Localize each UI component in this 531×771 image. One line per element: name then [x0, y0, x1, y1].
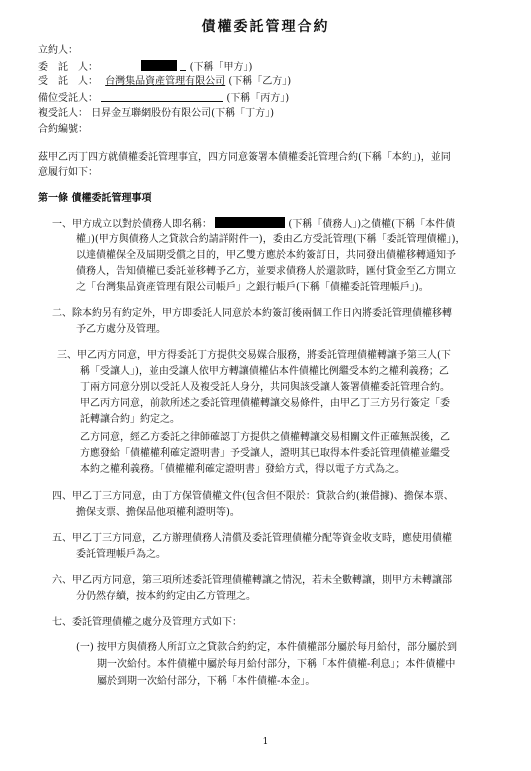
page-number: 1 [262, 737, 269, 747]
contract-number-label: 合約編號： [38, 124, 88, 135]
clause-1-line-1 [52, 217, 455, 231]
redacted-debtor-name [215, 217, 285, 228]
party-client-suffix: (下稱「甲方」) [189, 62, 253, 73]
clause-1-line-3: 以達債權保全及屆期受償之目的，甲乙雙方應於本約簽訂日，共同發出債權移轉通知予 [76, 250, 456, 261]
document-title: 債權委託管理合約 [201, 19, 330, 35]
article-1-heading: 第一條 債權委託管理事項 [38, 193, 152, 204]
clause-1-line-1-text: 一、甲方成立以對於債務人即名稱： [52, 219, 212, 230]
clause-2-line-2: 予乙方處分及管理。 [76, 324, 166, 335]
clause-3-line-5: 託轉讓合約」約定之。 [80, 414, 180, 425]
clause-1-line-4: 債務人，告知債權已委託並移轉予乙方，並要求債務人於還款時，匯付貸金至乙方開立 [76, 266, 456, 277]
parties-heading: 立約人： [38, 45, 78, 56]
party-backup-row [38, 91, 289, 105]
clause-1-line-5: 之「台灣集品資產管理有限公司帳戶」之銀行帳戶(下稱「債權委託管理帳戶」)。 [76, 282, 429, 293]
party-trustee-row [38, 75, 291, 88]
clause-3-line-8: 本約之權利義務。「債權權利確定證明書」發給方式，得以電子方式為之。 [80, 464, 405, 475]
party-trustee-name: 台灣集品資產管理有限公司 [105, 76, 226, 87]
sub-clause-1-line-3: 屬於到期一次給付部分，下稱「本件債權-本金」。 [97, 676, 316, 687]
intro-line-1: 茲甲乙丙丁四方就債權委託管理事宜，四方同意簽署本債權委託管理合約(下稱「本約」)，並同 [38, 152, 451, 163]
clause-3-line-4: 甲乙丙方同意，前款所述之委託管理債權轉讓交易條件，由甲乙丁三方另行簽定「委 [80, 398, 450, 409]
sub-clause-1-line-2: 期一次給付。本件債權中屬於每月給付部分，下稱「本件債權-利息」；本件債權中 [97, 659, 456, 670]
party-client-row [38, 60, 252, 74]
party-sub-trustee-text: 日昇金互聯網股份有限公司(下稱「丁方」) [91, 108, 274, 119]
party-backup-label: 備位受託人： [38, 93, 98, 104]
clause-3-line-3: 丁兩方同意分別以受託人及複受託人身分，共同與該受讓人簽署債權委託管理合約。 [80, 382, 450, 393]
clause-5-line-2: 委託管理帳戶為之。 [76, 549, 166, 560]
clause-7-line-1: 七、委託管理債權之處分及管理方式如下： [52, 617, 242, 628]
clause-6-line-1: 六、甲乙丙方同意，第三項所述委託管理債權轉讓之情況，若未全數轉讓，則甲方未轉讓部 [52, 575, 452, 586]
backup-blank-line [101, 91, 223, 102]
clause-3-line-6: 乙方同意，經乙方委託之律師確認丁方提供之債權轉讓交易相關文件正確無誤後，乙 [80, 432, 450, 443]
name-blank-line [180, 60, 186, 71]
clause-5-line-1: 五、甲乙丁三方同意，乙方辦理債務人清償及委託管理債權分配等資金收支時，應使用債權 [52, 533, 452, 544]
party-sub-trustee-row [38, 107, 274, 120]
clause-4-line-2: 擔保支票、擔保品他項權利證明等)。 [76, 507, 240, 518]
clause-4-line-1: 四、甲乙丁三方同意，由丁方保管債權文件(包含但不限於：貸款合約(兼借據)、擔保本票、 [52, 491, 454, 502]
clause-3-line-7: 方應發給「債權權利確定證明書」予受讓人，證明其已取得本件委託管理債權並繼受 [80, 448, 450, 459]
party-trustee-label: 受 託 人： [38, 76, 98, 87]
redacted-name [141, 60, 177, 71]
party-backup-suffix: (下稱「丙方」) [226, 93, 290, 104]
clause-1-line-1-text-tail: (下稱「債務人」)之債權(下稱「本件債 [288, 219, 456, 230]
clause-3-line-1: 三、甲乙丙方同意，甲方得委託丁方提供交易媒合服務，將委託管理債權轉讓予第三人(下 [57, 350, 451, 361]
sub-clause-1-line-1: (一) 按甲方與債務人所訂立之貸款合約約定，本件債權部分屬於每月給付，部分屬於到 [76, 642, 457, 653]
party-sub-trustee-label: 複受託人： [38, 108, 88, 119]
party-trustee-suffix: (下稱「乙方」) [228, 76, 292, 87]
intro-line-2: 意履行如下： [38, 167, 98, 178]
party-client-label: 委 託 人： [38, 62, 98, 73]
clause-3-line-2: 稱「受讓人」)，並由受讓人依甲方轉讓債權佔本件債權比例繼受本約之權利義務；乙 [80, 366, 449, 377]
clause-2-line-1: 二、除本約另有約定外，甲方即委託人同意於本約簽訂後兩個工作日內將委託管理債權移轉 [52, 308, 452, 319]
clause-1-line-2: 權」)(甲方與債務人之貸款合約請詳附件一)，委由乙方受託管理(下稱「委託管理債權」)， [76, 234, 466, 245]
clause-6-line-2: 分仍然存續，按本約約定由乙方管理之。 [76, 591, 256, 602]
